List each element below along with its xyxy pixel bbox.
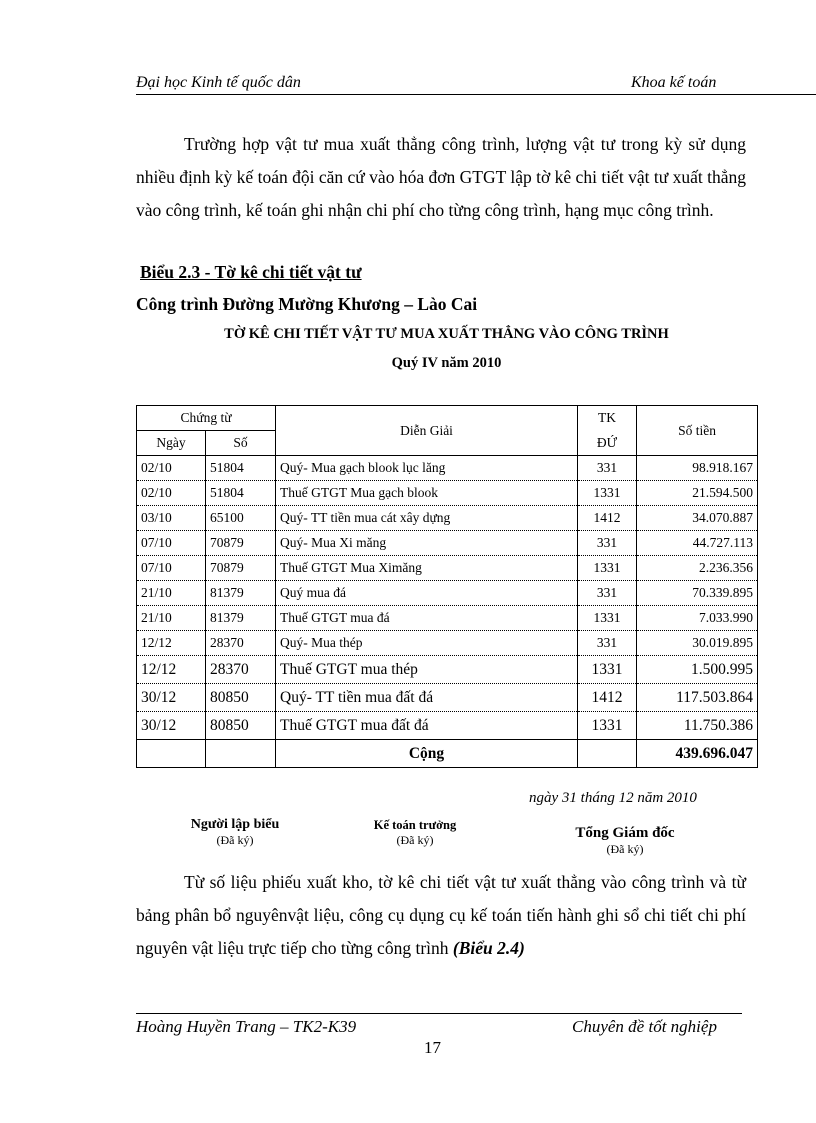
row-number: 70879 bbox=[206, 531, 276, 556]
row-number: 28370 bbox=[206, 656, 276, 684]
account-header-top: TK bbox=[578, 406, 637, 431]
row-date: 03/10 bbox=[137, 506, 206, 531]
row-description: Quý- TT tiền mua đất đá bbox=[276, 684, 578, 712]
row-account: 1331 bbox=[578, 656, 637, 684]
row-date: 02/10 bbox=[137, 481, 206, 506]
row-amount: 34.070.887 bbox=[637, 506, 758, 531]
date-header: Ngày bbox=[137, 431, 206, 456]
row-description: Thuế GTGT mua thép bbox=[276, 656, 578, 684]
chief-accountant-signed: (Đã ký) bbox=[396, 833, 434, 847]
page-number: 17 bbox=[424, 1038, 441, 1057]
row-account: 1331 bbox=[578, 606, 637, 631]
header-school: Đại học Kinh tế quốc dân bbox=[136, 74, 301, 91]
total-empty bbox=[137, 740, 206, 768]
row-date: 12/12 bbox=[137, 631, 206, 656]
row-account: 331 bbox=[578, 531, 637, 556]
outro-paragraph bbox=[136, 866, 746, 965]
row-amount: 44.727.113 bbox=[637, 531, 758, 556]
table-row bbox=[137, 581, 758, 606]
row-amount: 70.339.895 bbox=[637, 581, 758, 606]
intro-paragraph: Trường hợp vật tư mua xuất thẳng công trình, lượng vật tư trong kỳ sử dụng nhiều định kỳ kế toán đội căn cứ vào hóa đơn GTGT lập tờ kê chi tiết vật tư xuất thẳng vào công trình, kế toán ghi nhận chi phí cho từng công trình, hạng mục công trình. bbox=[136, 134, 746, 220]
table-header-row bbox=[137, 406, 758, 431]
row-description: Quý mua đá bbox=[276, 581, 578, 606]
row-amount: 2.236.356 bbox=[637, 556, 758, 581]
document-period: Quý IV năm 2010 bbox=[391, 355, 502, 371]
header-rule bbox=[136, 94, 816, 95]
row-description: Thuế GTGT mua đất đá bbox=[276, 712, 578, 740]
row-number: 51804 bbox=[206, 481, 276, 506]
row-account: 1331 bbox=[578, 712, 637, 740]
row-description: Quý- Mua gạch blook lục lăng bbox=[276, 456, 578, 481]
section-label: Biểu 2.3 - Tờ kê chi tiết vật tư bbox=[140, 262, 362, 282]
preparer-signed: (Đã ký) bbox=[216, 833, 254, 847]
row-amount: 11.750.386 bbox=[637, 712, 758, 740]
signature-chief-accountant bbox=[340, 818, 490, 848]
total-row bbox=[137, 740, 758, 768]
row-date: 21/10 bbox=[137, 606, 206, 631]
row-number: 28370 bbox=[206, 631, 276, 656]
row-number: 80850 bbox=[206, 684, 276, 712]
date-line: ngày 31 tháng 12 năm 2010 bbox=[529, 790, 697, 806]
row-number: 81379 bbox=[206, 606, 276, 631]
table-row bbox=[137, 684, 758, 712]
row-number: 81379 bbox=[206, 581, 276, 606]
row-date: 02/10 bbox=[137, 456, 206, 481]
row-date: 21/10 bbox=[137, 581, 206, 606]
row-account: 1331 bbox=[578, 556, 637, 581]
description-header: Diễn Giải bbox=[276, 406, 578, 456]
row-description: Thuế GTGT Mua Ximăng bbox=[276, 556, 578, 581]
row-description: Quý- Mua thép bbox=[276, 631, 578, 656]
header-faculty: Khoa kế toán bbox=[631, 74, 717, 91]
table-row bbox=[137, 556, 758, 581]
row-account: 331 bbox=[578, 456, 637, 481]
row-amount: 30.019.895 bbox=[637, 631, 758, 656]
outro-text: Từ số liệu phiếu xuất kho, tờ kê chi tiết vật tư xuất thẳng vào công trình và từ bảng phân bổ nguyênvật liệu, công cụ dụng cụ kế toán tiến hành ghi sổ chi tiết chi phí nguyên vật liệu trực tiếp cho từng công trình bbox=[136, 872, 746, 958]
total-label: Cộng bbox=[276, 740, 578, 768]
document-title: TỜ KÊ CHI TIẾT VẬT TƯ MUA XUẤT THẲNG VÀO CÔNG TRÌNH bbox=[224, 326, 669, 342]
total-empty bbox=[578, 740, 637, 768]
row-amount: 21.594.500 bbox=[637, 481, 758, 506]
row-account: 331 bbox=[578, 581, 637, 606]
table-row bbox=[137, 606, 758, 631]
preparer-title: Người lập biểu bbox=[190, 817, 280, 832]
row-number: 65100 bbox=[206, 506, 276, 531]
chief-accountant-title: Kế toán trưởng bbox=[373, 818, 457, 832]
account-header-bottom: ĐỨ bbox=[578, 431, 637, 456]
row-account: 1412 bbox=[578, 684, 637, 712]
signature-preparer bbox=[160, 817, 310, 848]
table-row bbox=[137, 712, 758, 740]
footer-rule bbox=[136, 1013, 742, 1014]
table-row bbox=[137, 656, 758, 684]
project-name: Công trình Đường Mường Khương – Lào Cai bbox=[136, 294, 478, 314]
footer-author: Hoàng Huyền Trang – TK2-K39 bbox=[136, 1017, 357, 1036]
row-date: 07/10 bbox=[137, 556, 206, 581]
number-header: Số bbox=[206, 431, 276, 456]
row-date: 07/10 bbox=[137, 531, 206, 556]
row-date: 12/12 bbox=[137, 656, 206, 684]
table-row bbox=[137, 631, 758, 656]
amount-header: Số tiền bbox=[637, 406, 758, 456]
row-account: 1412 bbox=[578, 506, 637, 531]
table-row bbox=[137, 456, 758, 481]
row-amount: 98.918.167 bbox=[637, 456, 758, 481]
signature-director bbox=[550, 825, 700, 857]
row-amount: 1.500.995 bbox=[637, 656, 758, 684]
director-signed: (Đã ký) bbox=[606, 842, 644, 856]
row-amount: 117.503.864 bbox=[637, 684, 758, 712]
voucher-header: Chứng từ bbox=[137, 406, 276, 431]
material-detail-table bbox=[136, 405, 758, 768]
row-date: 30/12 bbox=[137, 712, 206, 740]
row-number: 80850 bbox=[206, 712, 276, 740]
table-row bbox=[137, 481, 758, 506]
row-description: Quý- TT tiền mua cát xây dựng bbox=[276, 506, 578, 531]
footer-doc-type: Chuyên đề tốt nghiệp bbox=[572, 1017, 717, 1036]
row-account: 331 bbox=[578, 631, 637, 656]
row-description: Thuế GTGT mua đá bbox=[276, 606, 578, 631]
row-description: Thuế GTGT Mua gạch blook bbox=[276, 481, 578, 506]
outro-reference: (Biểu 2.4) bbox=[452, 938, 525, 958]
total-empty bbox=[206, 740, 276, 768]
director-title: Tổng Giám đốc bbox=[575, 825, 675, 841]
row-number: 51804 bbox=[206, 456, 276, 481]
row-amount: 7.033.990 bbox=[637, 606, 758, 631]
row-description: Quý- Mua Xi măng bbox=[276, 531, 578, 556]
table-row bbox=[137, 506, 758, 531]
row-number: 70879 bbox=[206, 556, 276, 581]
table-row bbox=[137, 531, 758, 556]
total-amount: 439.696.047 bbox=[637, 740, 758, 768]
row-account: 1331 bbox=[578, 481, 637, 506]
row-date: 30/12 bbox=[137, 684, 206, 712]
